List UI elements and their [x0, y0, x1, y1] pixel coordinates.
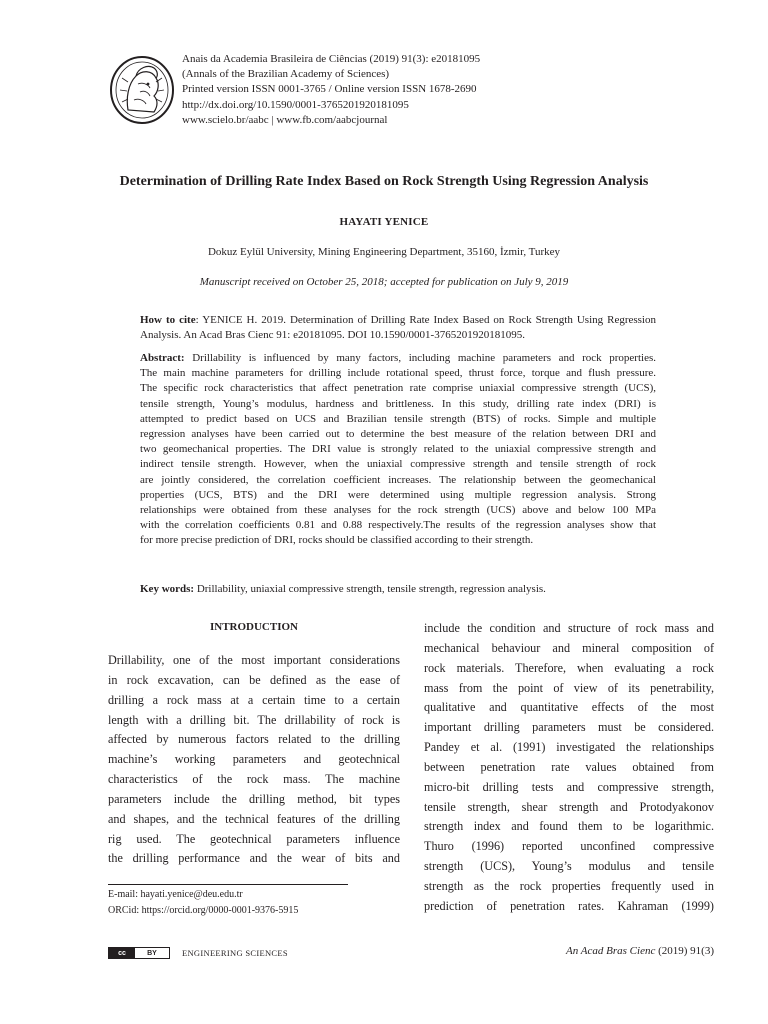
how-to-cite — [140, 313, 656, 343]
body-line: rock materials. Therefore, when evaluating a rock — [424, 660, 714, 675]
body-line: strength (UCS), Young’s modulus and tensile — [424, 859, 714, 874]
how-to-cite-label: How to cite — [140, 314, 196, 326]
journal-english-name: (Annals of the Brazilian Academy of Sciences) — [182, 68, 390, 81]
page-footer-left — [108, 946, 288, 960]
abstract-line: attempted to predict based on UCS and Brazilian tensile strength (BTS) of rocks. Simple and multiple — [140, 412, 656, 425]
abstract-line: two geomechanical properties. The DRI value is strongly related to the uniaxial compressive strength and — [140, 443, 656, 456]
journal-links[interactable]: www.scielo.br/aabc | www.fb.com/aabcjournal — [182, 113, 388, 126]
body-line: strength index and found them to be logarithmic. — [424, 819, 714, 834]
keywords-text: Drillability, uniaxial compressive strength, tensile strength, regression analysis. — [194, 583, 546, 595]
how-to-cite-text: : YENICE H. 2019. Determination of Drilling Rate Index Based on Rock Strength Using Regression Analysis. An Acad Bras Cienc 91: e20181095. DOI 10.1590/0001-3765201920181095. — [140, 314, 656, 342]
cc-label: cc — [109, 948, 135, 958]
abstract-line: regression analyses have been carried out to determine the best measure of the relation between DRI and — [140, 428, 656, 441]
abstract-line: The main machine parameters for drilling include rotational speed, thrust force, torque and flush pressure. — [140, 367, 656, 380]
body-line: affected by numerous factors related to the drilling — [108, 732, 400, 747]
body-line: important drilling parameters must be considered. — [424, 720, 714, 735]
journal-citation-line: Anais da Academia Brasileira de Ciências (2019) 91(3): e20181095 — [182, 53, 481, 65]
body-line: strength as the rock properties frequently used in — [424, 878, 714, 893]
abstract — [140, 351, 656, 549]
body-line: and shapes, and the technical features of the drilling — [108, 811, 400, 826]
abstract-line: tensile strength, Young’s modulus, hardness and brittleness. In this study, drilling rate index (DRI) is — [140, 397, 656, 410]
abstract-line: relationships were obtained from these analyses for the rock strength (UCS) above and below 100 MPa — [140, 504, 656, 517]
body-line: prediction of penetration rates. Kahraman (1999) — [424, 898, 714, 913]
section-name: ENGINEERING SCIENCES — [182, 948, 288, 958]
academy-logo-icon — [108, 54, 176, 126]
body-line: mass from the point of view of its penetrability, — [424, 680, 714, 695]
body-line: between penetration rate values obtained from — [424, 759, 714, 774]
author-orcid[interactable]: ORCid: https://orcid.org/0000-0001-9376-5915 — [108, 905, 299, 916]
body-line: the drilling performance and the wear of bits and — [108, 851, 400, 866]
abstract-line: indirect tensile strength. However, when the uniaxial compressive strength and tensile strength of rock — [140, 458, 656, 471]
body-line: drilling a rock mass at a certain time to a certain — [108, 692, 400, 707]
body-line: Drillability, one of the most important considerations — [108, 653, 400, 667]
abstract-line: The specific rock characteristics that affect penetration rate comprise uniaxial compressive strength (UCS), — [140, 382, 656, 395]
abstract-line: Drillability is influenced by many factors, including machine parameters and rock properties. — [184, 352, 656, 364]
abstract-line: for more precise prediction of DRI, rocks should be classified according to their strength. — [140, 534, 534, 547]
abstract-label: Abstract: — [140, 352, 185, 364]
body-line: characteristics of the rock mass. The machine — [108, 772, 400, 787]
abstract-line: are jointly considered, the correlation coefficient increases. The relationship between the geomechanical — [140, 473, 656, 486]
journal-issue: (2019) 91(3) — [655, 945, 714, 957]
author-name: HAYATI YENICE — [339, 216, 429, 228]
abstract-line: with the correlation coefficients 0.81 and 0.88 respectively.The results of the regression analyses show that — [140, 519, 656, 532]
keywords — [140, 582, 656, 597]
page-footer-citation — [566, 945, 714, 957]
keywords-label: Key words: — [140, 583, 195, 595]
body-line: micro-bit drilling tests and compressive strength, — [424, 779, 714, 794]
doi-link[interactable]: http://dx.doi.org/10.1590/0001-3765201920181095 — [182, 98, 409, 111]
author-email[interactable]: E-mail: hayati.yenice@deu.edu.tr — [108, 889, 243, 900]
body-line: Thuro (1996) reported unconfined compressive — [424, 839, 714, 854]
journal-abbreviation: An Acad Bras Cienc — [566, 945, 656, 957]
body-line: include the condition and structure of rock mass and — [424, 621, 714, 635]
body-line: Pandey et al. (1991) investigated the relationships — [424, 740, 714, 755]
author-affiliation: Dokuz Eylül University, Mining Engineering Department, 35160, İzmir, Turkey — [207, 246, 561, 258]
footnote-divider — [108, 884, 348, 885]
abstract-line: properties (UCS, BTS) and the DRI were determined using multiple regression analysis. Strong — [140, 488, 656, 501]
body-line: qualitative and quantitative effects of the most — [424, 700, 714, 715]
article-title: Determination of Drilling Rate Index Based on Rock Strength Using Regression Analysis — [119, 174, 649, 189]
body-line: parameters include the drilling method, bit types — [108, 791, 400, 806]
body-line: mechanical behaviour and mineral composition of — [424, 640, 714, 655]
by-label: BY — [147, 949, 157, 957]
section-heading-introduction: INTRODUCTION — [209, 621, 298, 633]
footnote — [108, 887, 298, 919]
body-line: machine’s working parameters and geotechnical — [108, 752, 400, 767]
body-column-right — [424, 619, 714, 917]
cc-by-license-icon[interactable] — [108, 947, 170, 959]
body-line: length with a drilling bit. The drillability of rock is — [108, 712, 400, 727]
body-line: in rock excavation, can be defined as the ease of — [108, 672, 400, 687]
issn-line: Printed version ISSN 0001-3765 / Online version ISSN 1678-2690 — [182, 83, 477, 96]
body-line: tensile strength, shear strength and Protodyakonov — [424, 799, 714, 814]
journal-header — [108, 52, 668, 132]
body-column-left — [108, 651, 400, 869]
body-line: rig used. The geotechnical parameters influence — [108, 831, 400, 846]
manuscript-dates: Manuscript received on October 25, 2018; accepted for publication on July 9, 2019 — [199, 276, 569, 288]
